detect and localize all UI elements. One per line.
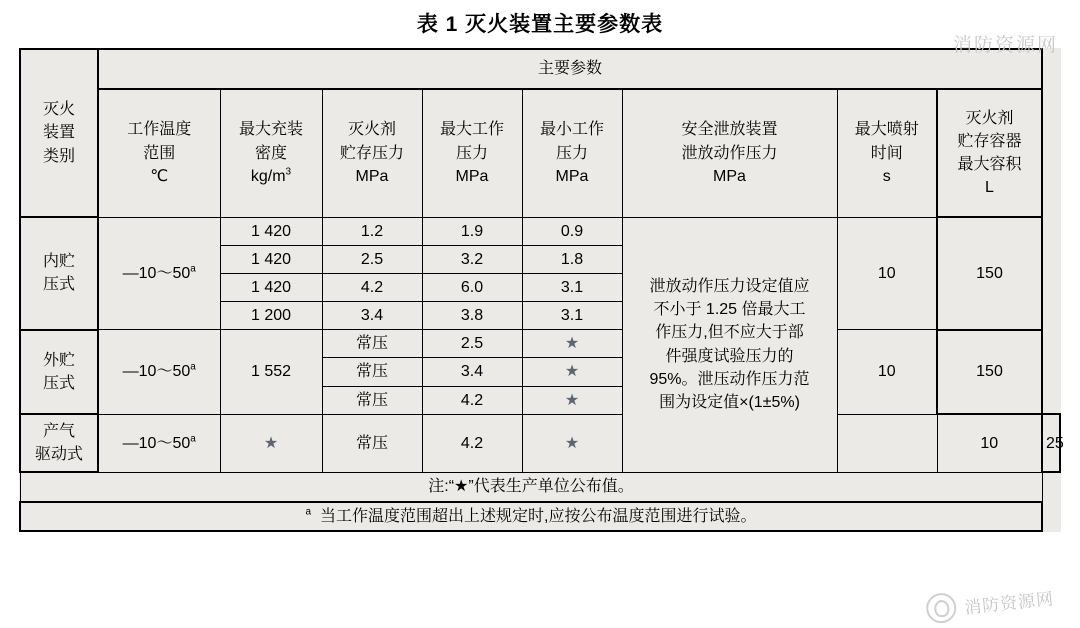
watermark-bottom-text: 消防资源网 (963, 588, 1055, 618)
cell-storage-pressure: 4.2 (322, 273, 422, 301)
row-category-internal: 内贮 压式 (20, 217, 98, 330)
cell-min-pressure: ★ (522, 386, 622, 414)
cell-density: 1 420 (220, 217, 322, 245)
cell-min-pressure: ★ (522, 414, 622, 472)
header-max-filling-density: 最大充装 密度 $kg/m^3$ (220, 89, 322, 217)
cell-safety-relief-empty (837, 414, 937, 472)
header-agent-storage-pressure: 灭火剂 贮存压力 MPa (322, 89, 422, 217)
table-row (20, 330, 1060, 358)
header-working-temperature: 工作温度 范围 ℃ (98, 89, 220, 217)
header-min-working-pressure: 最小工作 压力 MPa (522, 89, 622, 217)
header-max-spray-time: 最大喷射 时间 s (837, 89, 937, 217)
watermark-top-right: 消防资源网 (952, 35, 1058, 56)
cell-density: 1 420 (220, 273, 322, 301)
watermark-bottom-right (925, 581, 1055, 624)
note-footnote-a (20, 502, 1042, 531)
table-header-group-row (20, 49, 1060, 89)
cell-max-volume: 25 (1042, 414, 1060, 472)
cell-storage-pressure: 常压 (322, 358, 422, 386)
cell-max-pressure: 3.8 (422, 302, 522, 330)
watermark-logo-icon (925, 592, 958, 625)
table-row (20, 414, 1060, 472)
cell-storage-pressure: 2.5 (322, 245, 422, 273)
table-note-row (20, 472, 1060, 501)
cell-density: 1 200 (220, 302, 322, 330)
table-header-row (20, 89, 1060, 217)
cell-min-pressure: 3.1 (522, 273, 622, 301)
header-safety-relief-pressure: 安全泄放装置 泄放动作压力 MPa (622, 89, 837, 217)
cell-min-pressure: ★ (522, 330, 622, 358)
cell-max-spray-time: 10 (837, 330, 937, 415)
header-max-working-pressure: 最大工作 压力 MPa (422, 89, 522, 217)
cell-max-volume: 150 (937, 330, 1042, 415)
cell-max-spray-time: 10 (837, 217, 937, 330)
header-max-container-volume: 灭火剂 贮存容器 最大容积 L (937, 89, 1042, 217)
cell-max-pressure: 4.2 (422, 414, 522, 472)
parameters-table (19, 48, 1064, 532)
cell-density-gas: ★ (220, 414, 322, 472)
cell-storage-pressure: 3.4 (322, 302, 422, 330)
cell-max-pressure: 1.9 (422, 217, 522, 245)
cell-min-pressure: 3.1 (522, 302, 622, 330)
cell-temp-range-internal: —10～50$^a$ (98, 217, 220, 330)
note-star: 注:“★”代表生产单位公布值。 (20, 472, 1042, 501)
cell-min-pressure: 1.8 (522, 245, 622, 273)
cell-max-pressure: 4.2 (422, 386, 522, 414)
header-category (20, 49, 98, 217)
cell-density-external: 1 552 (220, 330, 322, 415)
cell-max-volume: 150 (937, 217, 1042, 330)
cell-temp-range-gas: —10～50$^a$ (98, 414, 220, 472)
cell-storage-pressure: 常压 (322, 386, 422, 414)
cell-max-pressure: 3.2 (422, 245, 522, 273)
cell-storage-pressure: 常压 (322, 330, 422, 358)
header-category-text: 灭火 装置 类别 (42, 101, 75, 165)
note-marker: a (305, 506, 312, 518)
cell-safety-relief-text: 泄放动作压力设定值应 不小于 1.25 倍最大工 作压力,但不应大于部 件强度试验压力的 95%。泄压动作压力范 围为设定值×(1±5%) (622, 217, 837, 472)
cell-max-spray-time: 10 (937, 414, 1042, 472)
cell-storage-pressure: 常压 (322, 414, 422, 472)
cell-max-pressure: 3.4 (422, 358, 522, 386)
cell-temp-range-external: —10～50$^a$ (98, 330, 220, 415)
header-main-parameters: 主要参数 (98, 49, 1042, 89)
cell-storage-pressure: 1.2 (322, 217, 422, 245)
note-footnote-text: 当工作温度范围超出上述规定时,应按公布温度范围进行试验。 (320, 507, 757, 525)
row-category-external: 外贮 压式 (20, 330, 98, 415)
table-row (20, 217, 1060, 245)
cell-max-pressure: 6.0 (422, 273, 522, 301)
page-title: 表 1 灭火装置主要参数表 (416, 13, 664, 36)
row-category-gas-generating: 产气 驱动式 (20, 414, 98, 472)
cell-density: 1 420 (220, 245, 322, 273)
cell-min-pressure: 0.9 (522, 217, 622, 245)
table-note-row (20, 502, 1060, 531)
cell-max-pressure: 2.5 (422, 330, 522, 358)
cell-min-pressure: ★ (522, 358, 622, 386)
